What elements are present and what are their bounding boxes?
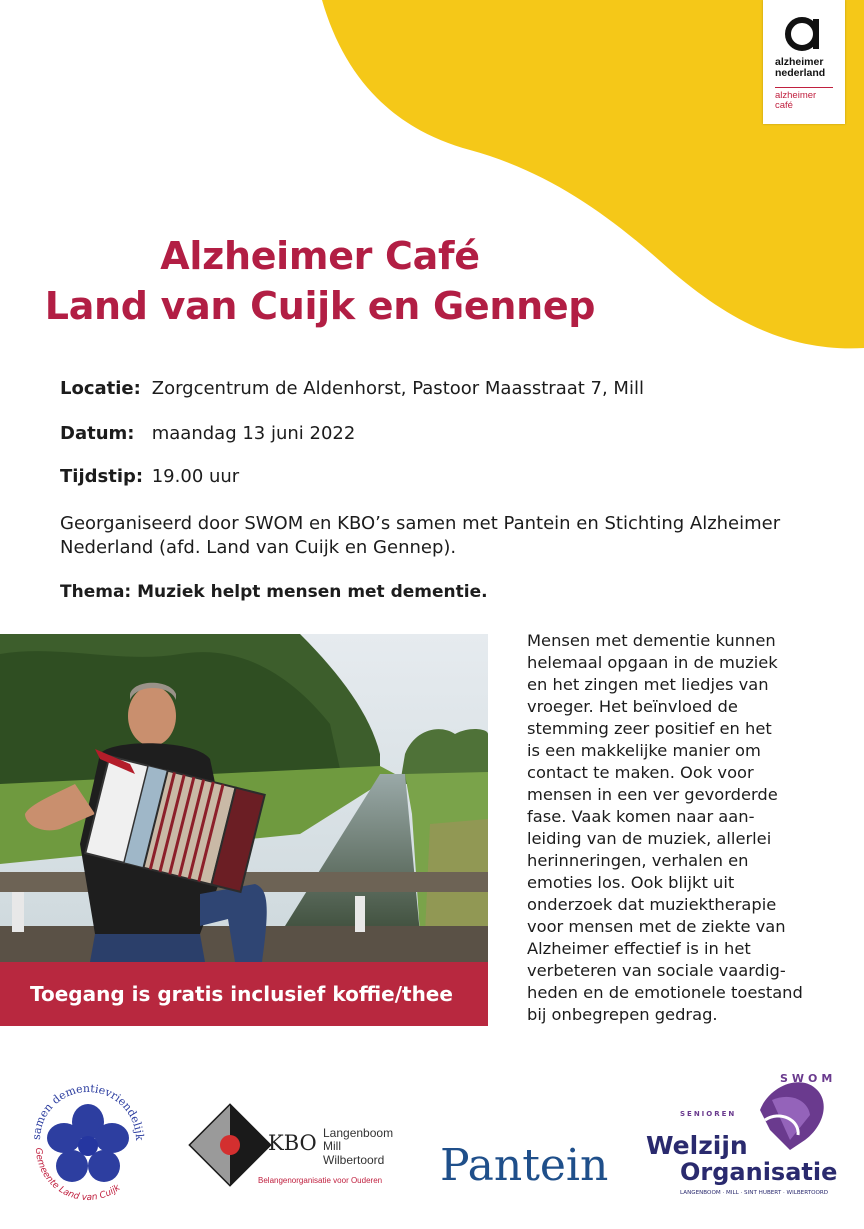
organised-by-text: Georganiseerd door SWOM en KBO’s samen met Pantein en Stichting Alzheimer Nederland (afd. Land van Cuijk en Gennep). [60, 513, 781, 558]
swom-line2: Organisatie [680, 1158, 838, 1186]
logo-divider [775, 87, 833, 88]
dementie-arc-bottom: Gemeente Land van Cuijk [32, 1147, 123, 1204]
forget-me-not-flower-icon [47, 1104, 129, 1182]
alzheimer-nederland-logo [763, 0, 845, 124]
free-entry-text: Toegang is gratis inclusief koffie/thee [30, 982, 453, 1006]
location-row [60, 377, 644, 401]
location-label: Locatie: [60, 378, 141, 399]
swom-bottom: LANGENBOOM · MILL · SINT HUBERT · WILBERTOORD [680, 1190, 829, 1196]
time-value: 19.00 uur [151, 466, 240, 487]
date-row [60, 422, 355, 446]
kbo-name: KBO [268, 1131, 317, 1155]
description-text: Mensen met dementie kunnen helemaal opgaan in de muziek en het zingen met liedjes van vroeger. Het beïnvloed de stemming zeer positief en het is een makkelijke manier om contact te maken. Ook voor mensen in een ver gevorderde fase. Vaak komen naar aan- leiding van de muziek, allerlei herinneringen, verhalen en emoties los. Ook blijkt uit onderzoek dat muziektherapie voor mensen met de ziekte van Alzheimer effectief is in het verbeteren van sociale vaardig- heden en de emotionele toestand bij onbegrepen gedrag. [527, 631, 803, 1024]
logo-text-line2: nederland [775, 67, 826, 79]
logo-text-line3: alzheimer [775, 90, 817, 101]
swom-top: SWOM [780, 1072, 837, 1085]
date-label: Datum: [60, 423, 135, 444]
page-title-line1: Alzheimer Café [160, 234, 480, 278]
logo-text-line1: alzheimer [775, 56, 824, 68]
swom-small: SENIOREN [680, 1110, 737, 1118]
kbo-diamond-icon [190, 1105, 269, 1184]
date-value: maandag 13 juni 2022 [151, 423, 356, 444]
accordion-player-photo [0, 634, 488, 962]
sponsor-logos [0, 1070, 864, 1210]
kbo-line3: Wilbertoord [323, 1153, 385, 1167]
location-value: Zorgcentrum de Aldenhorst, Pastoor Maasstraat 7, Mill [151, 378, 644, 399]
swom-line1: Welzijn [646, 1131, 748, 1160]
kbo-line1: Langenboom [323, 1126, 394, 1140]
kbo-tagline: Belangenorganisatie voor Ouderen [258, 1176, 383, 1185]
letter-a-icon [783, 6, 825, 54]
pantein-logo: Pantein [440, 1140, 609, 1191]
swom-logo [646, 1072, 837, 1196]
swom-heart-hands-icon [760, 1082, 824, 1150]
kbo-line2: Mill [323, 1139, 341, 1153]
theme-text: Thema: Muziek helpt mensen met dementie. [60, 582, 488, 602]
kbo-logo [190, 1105, 393, 1185]
page-title-line2: Land van Cuijk en Gennep [44, 284, 596, 328]
free-entry-banner [0, 962, 488, 1026]
time-label: Tijdstip: [60, 466, 144, 487]
time-row [60, 465, 239, 489]
dementievriendelijk-logo [30, 1082, 146, 1203]
logo-text-line4: café [775, 100, 793, 111]
dementie-arc-top: samen dementievriendelijk [29, 1081, 147, 1141]
